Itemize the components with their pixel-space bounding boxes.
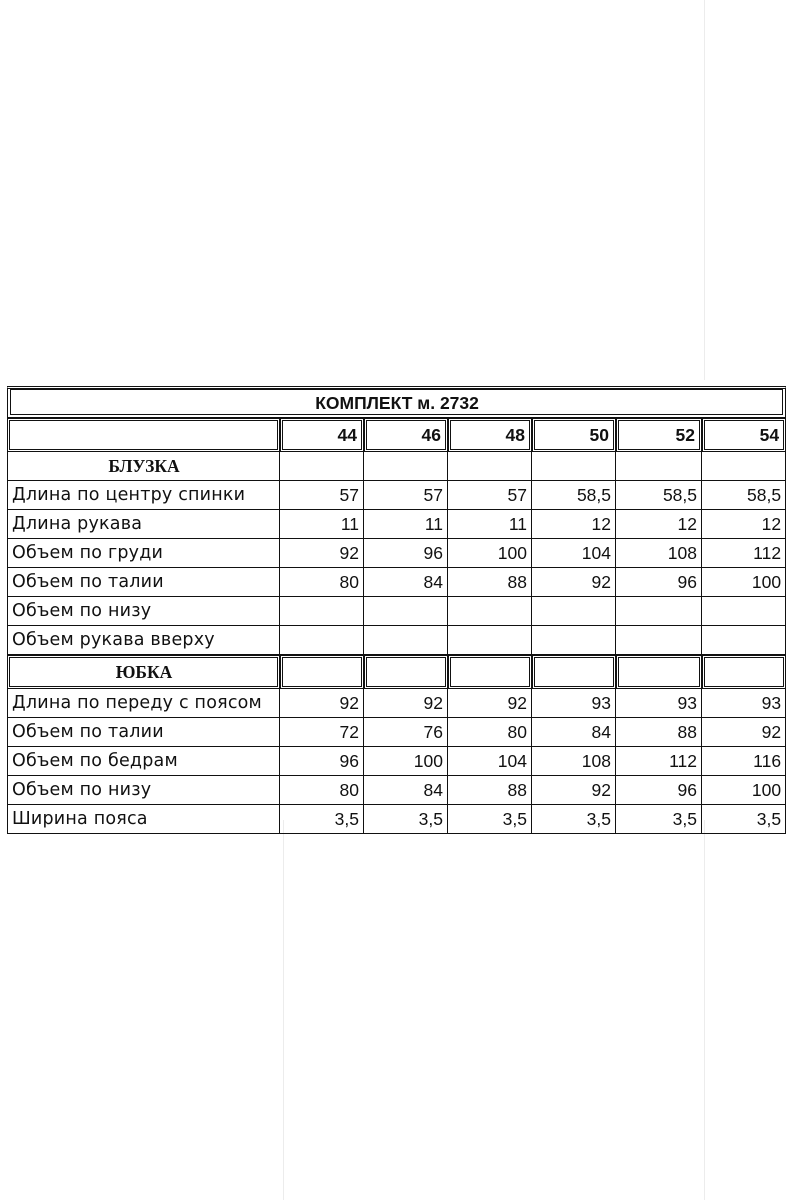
measurement-value: 112 [616, 747, 702, 776]
measurement-value: 80 [448, 718, 532, 747]
measurement-value [532, 597, 616, 626]
measurement-label: Объем по низу [7, 776, 280, 805]
measurement-value: 84 [532, 718, 616, 747]
measurement-value: 11 [280, 510, 364, 539]
section-empty-cell [448, 452, 532, 481]
measurement-value: 93 [702, 689, 786, 718]
measurement-value: 92 [532, 776, 616, 805]
measurement-value: 112 [702, 539, 786, 568]
size-header-cell: 52 [616, 418, 702, 452]
measurement-value: 80 [280, 568, 364, 597]
measurement-label: Объем по груди [7, 539, 280, 568]
measurement-value: 104 [448, 747, 532, 776]
measurement-value: 58,5 [616, 481, 702, 510]
measurement-value: 108 [532, 747, 616, 776]
measurement-value [280, 597, 364, 626]
measurement-value: 3,5 [280, 805, 364, 834]
table-row [7, 568, 786, 597]
faint-gridline [704, 0, 705, 380]
measurement-value [616, 597, 702, 626]
measurement-value [616, 626, 702, 655]
section-empty-cell [364, 655, 448, 689]
measurement-value: 12 [702, 510, 786, 539]
table-row [7, 481, 786, 510]
measurement-value: 84 [364, 776, 448, 805]
measurement-label: Длина по центру спинки [7, 481, 280, 510]
table-row [7, 597, 786, 626]
measurement-value: 100 [702, 776, 786, 805]
table-row [7, 747, 786, 776]
section-empty-cell [280, 452, 364, 481]
measurement-value: 3,5 [702, 805, 786, 834]
measurement-value: 93 [532, 689, 616, 718]
table-row [7, 626, 786, 655]
section-title: ЮБКА [7, 655, 280, 689]
measurement-value [532, 626, 616, 655]
measurement-value: 108 [616, 539, 702, 568]
section-empty-cell [532, 452, 616, 481]
measurement-value: 100 [364, 747, 448, 776]
title-row [7, 386, 786, 418]
section-row [7, 452, 786, 481]
measurement-value [280, 626, 364, 655]
measurement-value: 100 [702, 568, 786, 597]
measurement-value [364, 597, 448, 626]
header-empty-cell [7, 418, 280, 452]
size-chart-table [7, 386, 786, 834]
faint-gridline [283, 820, 284, 1200]
faint-gridline [704, 820, 705, 1200]
table-row [7, 718, 786, 747]
measurement-label: Ширина пояса [7, 805, 280, 834]
measurement-value: 100 [448, 539, 532, 568]
measurement-value [702, 597, 786, 626]
section-empty-cell [616, 452, 702, 481]
measurement-label: Объем по бедрам [7, 747, 280, 776]
section-empty-cell [702, 452, 786, 481]
measurement-label: Длина рукава [7, 510, 280, 539]
measurement-value: 96 [364, 539, 448, 568]
measurement-value: 92 [448, 689, 532, 718]
size-header-cell: 44 [280, 418, 364, 452]
measurement-value: 72 [280, 718, 364, 747]
measurement-value: 11 [364, 510, 448, 539]
measurement-value: 84 [364, 568, 448, 597]
measurement-value: 3,5 [364, 805, 448, 834]
measurement-value: 92 [280, 539, 364, 568]
table-row [7, 805, 786, 834]
size-header-cell: 48 [448, 418, 532, 452]
section-empty-cell [364, 452, 448, 481]
table-row [7, 539, 786, 568]
measurement-value: 92 [532, 568, 616, 597]
measurement-value: 88 [616, 718, 702, 747]
measurement-value: 88 [448, 568, 532, 597]
table-row [7, 510, 786, 539]
section-empty-cell [616, 655, 702, 689]
measurement-label: Объем по низу [7, 597, 280, 626]
measurement-value: 58,5 [532, 481, 616, 510]
measurement-value: 92 [364, 689, 448, 718]
measurement-value: 12 [532, 510, 616, 539]
measurement-value: 88 [448, 776, 532, 805]
size-header-cell: 54 [702, 418, 786, 452]
measurement-value: 80 [280, 776, 364, 805]
measurement-value: 57 [448, 481, 532, 510]
section-empty-cell [448, 655, 532, 689]
measurement-value: 12 [616, 510, 702, 539]
measurement-value: 116 [702, 747, 786, 776]
size-header-cell: 46 [364, 418, 448, 452]
measurement-value: 104 [532, 539, 616, 568]
measurement-value: 92 [702, 718, 786, 747]
table-title: КОМПЛЕКТ м. 2732 [7, 386, 786, 418]
section-row [7, 655, 786, 689]
table-row [7, 689, 786, 718]
measurement-value [364, 626, 448, 655]
measurement-value: 58,5 [702, 481, 786, 510]
sizes-header-row [7, 418, 786, 452]
measurement-value: 11 [448, 510, 532, 539]
measurement-label: Длина по переду с поясом [7, 689, 280, 718]
measurement-label: Объем рукава вверху [7, 626, 280, 655]
measurement-label: Объем по талии [7, 718, 280, 747]
measurement-value: 76 [364, 718, 448, 747]
section-empty-cell [702, 655, 786, 689]
section-title: БЛУЗКА [7, 452, 280, 481]
measurement-value: 3,5 [532, 805, 616, 834]
measurement-value: 3,5 [616, 805, 702, 834]
measurement-value: 93 [616, 689, 702, 718]
measurement-label: Объем по талии [7, 568, 280, 597]
table-row [7, 776, 786, 805]
measurement-value: 96 [616, 568, 702, 597]
measurement-value [448, 626, 532, 655]
measurement-value: 96 [280, 747, 364, 776]
measurement-value: 57 [364, 481, 448, 510]
measurement-value [702, 626, 786, 655]
measurement-value [448, 597, 532, 626]
size-header-cell: 50 [532, 418, 616, 452]
measurement-value: 96 [616, 776, 702, 805]
section-empty-cell [532, 655, 616, 689]
measurement-value: 3,5 [448, 805, 532, 834]
section-empty-cell [280, 655, 364, 689]
measurement-value: 92 [280, 689, 364, 718]
measurement-value: 57 [280, 481, 364, 510]
